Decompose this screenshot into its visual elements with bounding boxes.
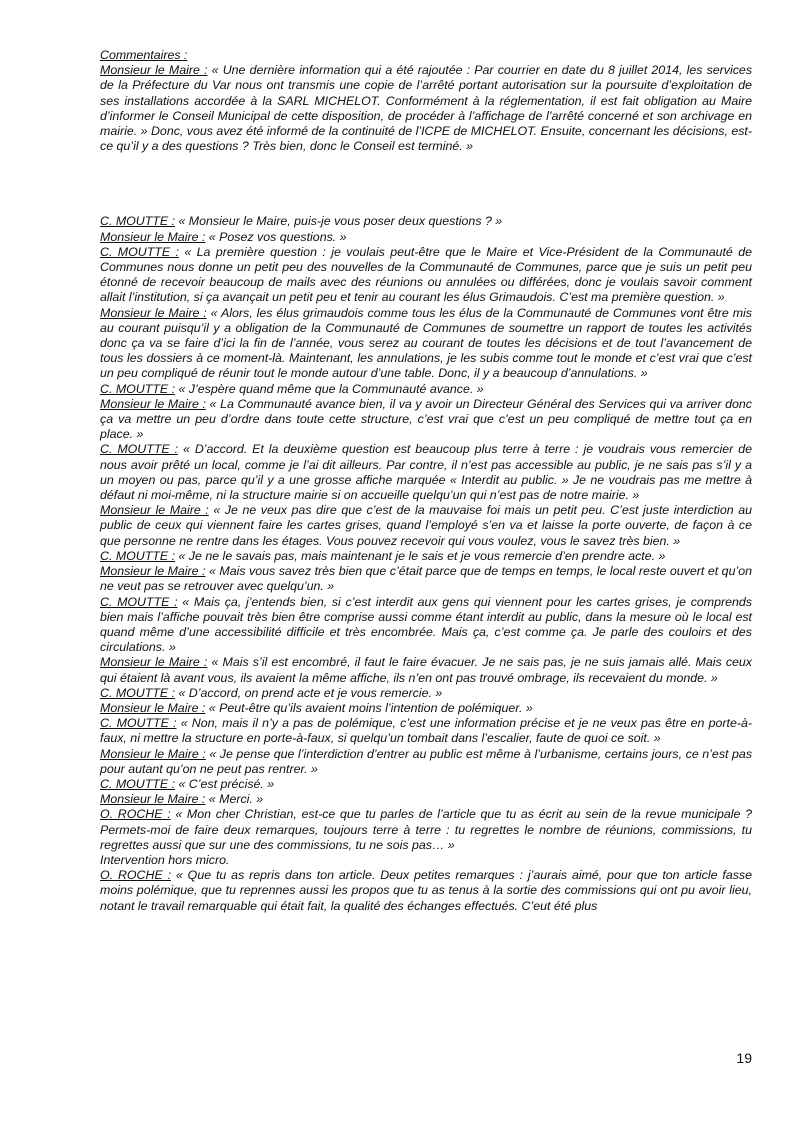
speech-text: « Je pense que l’interdiction d’entrer au public est même à l’urbanisme, certains jours, ce n’est pas pour autant qu’on ne peut pas rentrer. » [100, 746, 753, 776]
dialogue-entry [100, 397, 752, 443]
heading-label: Commentaires : [100, 48, 188, 62]
speaker-label: Monsieur le Maire : [100, 503, 209, 518]
speech-text: « Posez vos questions. » [205, 229, 347, 244]
dialogue-entry [100, 595, 752, 656]
speech-text: « C’est précisé. » [175, 776, 275, 791]
speech-text: « Je ne le savais pas, mais maintenant je le sais et je vous remercie d’en prendre acte. » [175, 548, 666, 563]
speech-text: « Mais ça, j’entends bien, si c’est interdit aux gens qui viennent pour les cartes grises, je comprends bien mais l’affiche pouvait très bien être comprise aussi comme étant interdit au public, dans la mesure où le local est quand même d’une accessibilité difficile et très encombrée. Mais ça, c’est comme ça. Je parle des couloirs et des circulations. » [100, 594, 752, 655]
speech-text: « Mon cher Christian, est-ce que tu parles de l’article que tu as écrit au sein de la revue municipale ? Permets-moi de faire deux remarques, toujours terre à terre : tu regrettes le nombre de réunions, commissions, tu regrettes aussi que sur une des commissions, tu ne sois pas… » [100, 807, 752, 852]
intro-paragraph [100, 63, 752, 154]
speaker-label: C. MOUTTE : [100, 442, 179, 457]
dialogue-entry [100, 807, 752, 853]
dialogue-entry [100, 701, 752, 716]
speech-text: « Que tu as repris dans ton article. Deux petites remarques : j’aurais aimé, pour que ton article fasse moins polémique, que tu reprennes aussi les propos que tu as tenus à la sortie des commissions qui ont pu avoir lieu, notant le travail remarquable qui était fait, la qualité des échanges effectués. C’eut été plus [100, 868, 752, 913]
dialogue-list [100, 214, 752, 913]
speech-text: « Je ne veux pas dire que c’est de la mauvaise foi mais un petit peu. C’est juste interdiction au public de ceux qui viennent faire les cartes grises, quand l’employé s’en va et laisse la porte ouverte, de façon à ce que personne ne rentre dans les étages. Vous pouvez recevoir qui vous voulez, vous le savez très bien. » [100, 503, 753, 548]
dialogue-entry [100, 777, 752, 792]
dialogue-entry [100, 549, 752, 564]
dialogue-entry [100, 747, 752, 777]
transcript-body [100, 48, 752, 914]
speaker-label: C. MOUTTE : [100, 716, 177, 731]
speaker-label: C. MOUTTE : [100, 776, 176, 791]
speech-text: « Peut-être qu’ils avaient moins l’intention de polémiquer. » [205, 700, 533, 715]
dialogue-entry [100, 230, 752, 245]
speech-text: « Une dernière information qui a été rajoutée : Par courrier en date du 8 juillet 2014, les services de la Préfecture du Var nous ont transmis une copie de l’arrêté portant autorisation sur la poursuite d’exploitation de ses installations accordée à la SARL MICHELOT. Conformément à la réglementation, il est fait obligation au Maire d’informer le Conseil Municipal de cette disposition, de procéder à l’affichage de l’arrêté concerné et son archivage en mairie. » Donc, vous avez été informé de la continuité de l’ICPE de MICHELOT. Ensuite, concernant les décisions, est-ce qu’il y a des questions ? Très bien, donc le Conseil est terminé. » [100, 63, 753, 154]
speaker-label: Monsieur le Maire : [100, 700, 206, 715]
dialogue-entry [100, 564, 752, 594]
page-number: 19 [736, 1050, 752, 1066]
section-heading [100, 48, 752, 63]
dialogue-entry [100, 442, 752, 503]
dialogue-entry [100, 868, 752, 914]
dialogue-entry [100, 655, 752, 685]
speech-text: « D’accord, on prend acte et je vous remercie. » [175, 685, 443, 700]
speaker-label: C. MOUTTE : [100, 214, 176, 229]
dialogue-entry [100, 686, 752, 701]
speaker-label: Monsieur le Maire : [100, 792, 206, 807]
speaker-label: Monsieur le Maire : [100, 564, 206, 579]
speaker-label: Monsieur le Maire : [100, 655, 208, 670]
spacer [100, 154, 752, 214]
speech-text: « Non, mais il n’y a pas de polémique, c’est une information précise et je ne veux pas être en porte-à-faux, ni mettre la structure en porte-à-faux, si quelqu’un tombait dans l’escalier, faute de quoi ce soit. » [100, 716, 752, 746]
speech-text: « J’espère quand même que la Communauté avance. » [175, 381, 484, 396]
speaker-label: C. MOUTTE : [100, 381, 176, 396]
speech-text: « La Communauté avance bien, il va y avoir un Directeur Général des Services qui va arriver donc ça va mettre un peu d’ordre dans toute cette structure, c’est vrai que c’est un peu compliqué de mettre tout ça en place. » [100, 396, 752, 442]
dialogue-entry [100, 503, 752, 549]
speaker-label: O. ROCHE : [100, 807, 171, 822]
speech-text: « Mais s’il est encombré, il faut le faire évacuer. Je ne sais pas, je ne suis jamais allé. Mais ceux qui étaient là avant vous, ils avaient la même affiche, ils n’en ont pas trouvé ombrage, ils recevaient du monde. » [100, 655, 752, 685]
speaker-label: Monsieur le Maire : [100, 229, 206, 244]
dialogue-entry [100, 853, 752, 868]
speaker-label: Monsieur le Maire : [100, 746, 206, 761]
dialogue-entry [100, 716, 752, 746]
dialogue-entry [100, 306, 752, 382]
speech-text: « Monsieur le Maire, puis-je vous poser deux questions ? » [175, 214, 503, 229]
dialogue-entry [100, 382, 752, 397]
dialogue-entry [100, 214, 752, 229]
speaker-label: C. MOUTTE : [100, 594, 178, 609]
speech-text: « Merci. » [205, 792, 264, 807]
speaker-label: Monsieur le Maire : [100, 305, 207, 320]
speaker-label: Monsieur le Maire : [100, 63, 208, 78]
speech-text: « Alors, les élus grimaudois comme tous les élus de la Communauté de Communes vont être mis au courant puisqu’il y a obligation de la Communauté de Communes de soumettre un rapport de toutes les activités donc ça va se faire d’ici la fin de l’année, vous serez au courant de toutes les décisions et de tout l’avancement de tous les dossiers à ce moment-là. Maintenant, les annulations, je les subis comme tout le monde et c’est vrai que c’est un peu compliqué de réunir tout le monde autour d’une table. Donc, il y a beaucoup d’annulations. » [100, 305, 753, 381]
speech-text: « La première question : je voulais peut-être que le Maire et Vice-Président de la Communauté de Communes nous donne un petit peu des nouvelles de la Communauté de Communes, parce que je suis un petit peu étonné de recevoir beaucoup de mails avec des réunions ou annulées ou différées, donc je voulais savoir comment allait l’institution, si ça avançait un petit peu et tenir au courant les élus Grimaudois. C’est ma première question. » [100, 244, 752, 305]
speech-text: « D’accord. Et la deuxième question est beaucoup plus terre à terre : je voudrais vous remercier de nous avoir prêté un local, comme je l’ai dit ailleurs. Par contre, il n’est pas accessible au public, je ne sais pas s’il y a un moyen ou pas, parce qu’il y a une grosse affiche marquée « Interdit au public. » Je ne voudrais pas me mettre à défaut ni moi-même, ni la structure mairie si on accueille quelqu’un qui n’est pas de notre mairie. » [100, 442, 752, 503]
speech-text: Intervention hors micro. [100, 852, 230, 867]
dialogue-entry [100, 245, 752, 306]
speaker-label: C. MOUTTE : [100, 244, 179, 259]
dialogue-entry [100, 792, 752, 807]
speaker-label: Monsieur le Maire : [100, 396, 206, 411]
speaker-label: C. MOUTTE : [100, 548, 176, 563]
speaker-label: O. ROCHE : [100, 868, 172, 883]
speaker-label: C. MOUTTE : [100, 685, 176, 700]
speech-text: « Mais vous savez très bien que c’était parce que de temps en temps, le local reste ouvert et qu’on ne veut pas se retrouver avec quelqu’un. » [100, 564, 752, 594]
